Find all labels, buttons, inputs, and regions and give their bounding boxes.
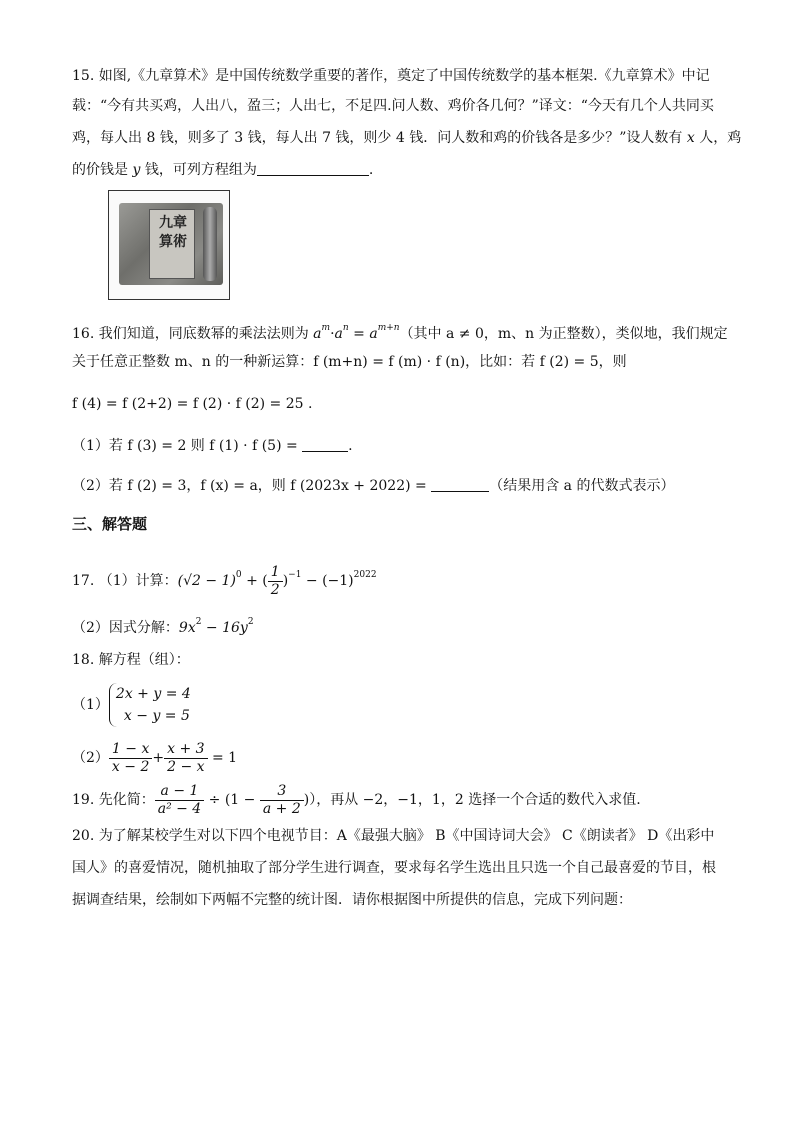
q15-line2: 载：“今有共买鸡，人出八，盈三；人出七，不足四.问人数、鸡价各几何？”译文：“今天有几个人共同买 [72,98,714,114]
q18-part2: （2） $\frac{1 - x}{x - 2}$ + $\frac{x + 3}{2 - x}$ = 1 [72,740,238,775]
q15-line3: 鸡，每人出 8 钱，则多了 3 钱，每人出 7 钱，则少 4 钱．问人数和鸡的价钱各是多少？”设人数有 x 人，鸡 [72,130,742,146]
q16-line3: f (4) = f (2+2) = f (2) · f (2) = 25 . [72,396,313,412]
q17-part1: 17. （1）计算：$(√2 - 1)^0$ + ( $\frac{1}{2}$ )$^{-1} - (-1)^{2022}$ [72,563,377,598]
q20-line3: 据调查结果，绘制如下两幅不完整的统计图．请你根据图中所提供的信息，完成下列问题： [72,892,632,908]
nine-chapters-photo [108,190,230,300]
answer-blank[interactable] [257,161,369,176]
q16-sub2: （2）若 f (2) = 3，f (x) = a，则 f (2023x + 2022) = （结果用含 a 的代数式表示） [72,478,675,494]
plaque-text: 九章算術 [159,215,187,250]
answer-blank[interactable] [302,437,348,452]
q20-line1: 20. 为了解某校学生对以下四个电视节目：A《最强大脑》 B《中国诗词大会》 C《朗读者》 D《出彩中 [72,828,715,844]
q18-part1: （1） 2x + y = 4 x − y = 5 [72,682,732,728]
answer-blank[interactable] [431,477,489,492]
fraction-half: $\frac{1}{2}$ [268,564,283,599]
q15-line4: 的价钱是 y 钱，可列方程组为 . [72,162,374,178]
q17-part2: （2）因式分解：$9x^2 - 16y^2$ [72,617,254,636]
equation-system: 2x + y = 4 x − y = 5 [109,683,191,727]
q15-line1: 15. 如图,《九章算术》是中国传统数学重要的著作，奠定了中国传统数学的基本框架.《九章算术》中记 [72,68,710,84]
q20-line2: 国人》的喜爱情况，随机抽取了部分学生进行调查，要求每名学生选出且只选一个自己最喜爱的节目，根 [72,860,716,876]
q16-line2: 关于任意正整数 m、n 的一种新运算：f (m+n) = f (m) · f (n)，比如：若 f (2) = 5，则 [72,354,627,370]
section-title: 三、解答题 [72,515,148,533]
q18-title: 18. 解方程（组）： [72,652,190,668]
q16-line1: 16. 我们知道，同底数幂的乘法法则为 $a^m\cdot a^n = a^{m+n}$（其中 a ≠ 0，m、n 为正整数），类似地，我们规定 [72,323,728,342]
q16-sub1: （1）若 f (3) = 2 则 f (1) · f (5) = . [72,438,353,454]
q19-line: 19. 先化简： $\frac{a - 1}{\text{a² − 4}}$ ÷ (1 − $\frac{3}{a + 2}$ )），再从 −2，−1，1，2 选择一个合适的数代入求值. [72,782,641,817]
